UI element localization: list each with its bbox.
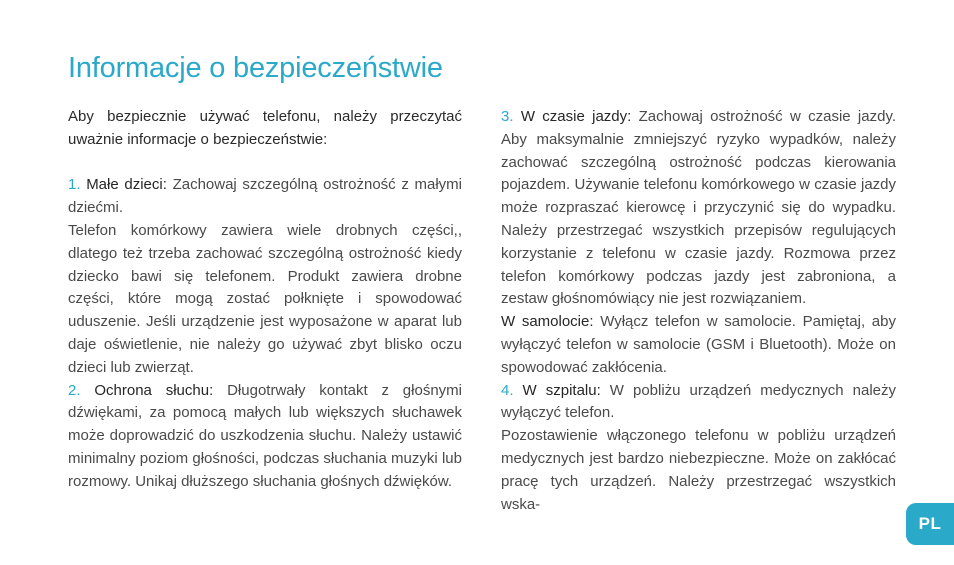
section-hearing [68, 380, 462, 494]
section-lead: W pobliżu urządzeń medycznych należy wyłączyć telefon. [501, 381, 897, 422]
section-heading: Małe dzieci: [86, 176, 167, 194]
section-body: Pozostawienie włączonego telefonu w pobliżu urządzeń medycznych jest bardzo niebezpieczne. Może on zakłócać pracę tych urządzeń. Należy przestrzegać wszystkich wska- [501, 427, 896, 513]
section-heading: W samolocie: [501, 313, 594, 331]
section-small-children [68, 174, 462, 220]
section-body: Zachowaj ostrożność w czasie jazdy. Aby maksymalnie zmniejszyć ryzyko wypadków, należy zachować szczególną ostrożność podczas kierowania pojazdem. Używanie telefonu komórkowego w czasie jazdy może rozpraszać kierowcę i przyczynić się do wypadku. Należy przestrzegać wszystkich przepisów regulujących korzystanie z telefonu w czasie jazdy. Rozmowa przez telefon komórkowy podczas jazdy jest zabroniona, a zestaw głośnomówiący nie jest rozwiązaniem. [501, 108, 896, 308]
section-lead: Zachowaj szczególną ostrożność z małymi dziećmi. [68, 176, 462, 217]
section-hospital [501, 380, 896, 426]
section-driving [501, 106, 896, 311]
language-badge: PL [906, 503, 954, 545]
section-number: 3. [501, 108, 514, 125]
section-body: Telefon komórkowy zawiera wiele drobnych części,, dlatego też trzeba zachować szczególną ostrożność kiedy dziecko bawi się telefonem. Produkt zawiera drobne części, które mogą zostać połknięte i spowodować uduszenie. Jeśli urządzenie jest wyposażone w aparat lub daje oświetlenie, nie należy go używać zbyt blisko oczu dzieci lub zwierząt. [68, 221, 462, 376]
right-column [501, 106, 896, 516]
section-body: Długotrwały kontakt z głośnymi dźwiękami, za pomocą małych lub większych słuchawek może doprowadzić do uszkodzenia słuchu. Należy ustawić minimalny poziom głośności, podczas słuchania muzyki lub rozmowy. Unikaj dłuższego słuchania głośnych dźwięków. [68, 381, 462, 490]
page-title: Informacje o bezpieczeństwie [68, 52, 443, 84]
section-heading: W szpitalu: [522, 381, 601, 399]
section-heading: Ochrona słuchu: [94, 381, 214, 399]
left-column [68, 106, 462, 494]
section-body: Wyłącz telefon w samolocie. Pamiętaj, aby wyłączyć telefon w samolocie (GSM i Bluetooth). Może on spowodować zakłócenia. [501, 313, 896, 376]
intro-text: Aby bezpiecznie używać telefonu, należy przeczytać uważnie informacje o bezpieczeństwie: [68, 108, 462, 148]
section-number: 4. [501, 381, 514, 399]
section-number: 2. [68, 381, 81, 399]
section-heading: W czasie jazdy: [520, 108, 632, 125]
section-number: 1. [68, 176, 81, 194]
section-airplane [501, 311, 896, 379]
